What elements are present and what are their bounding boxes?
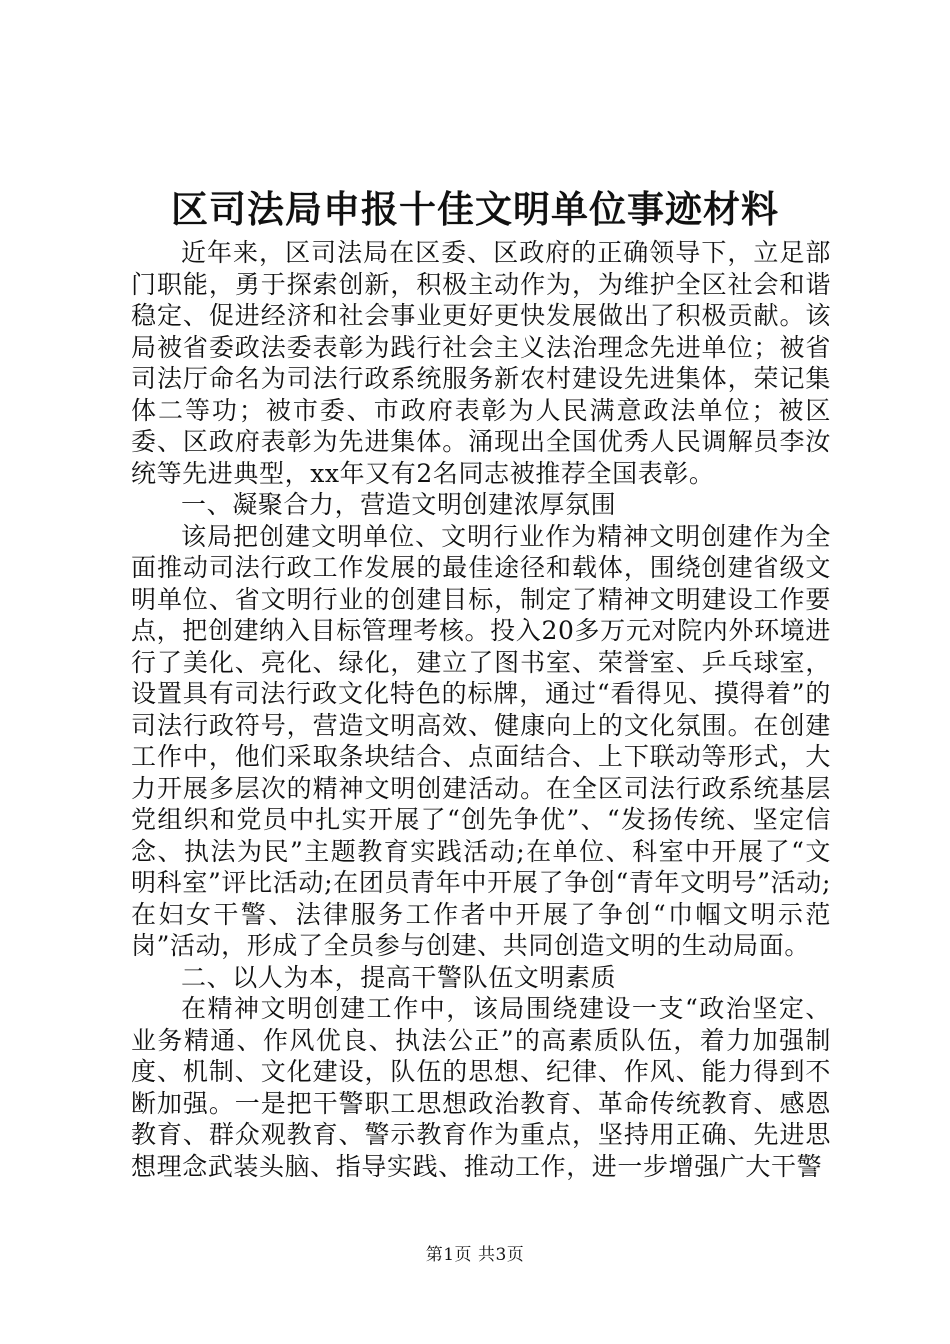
page-number-footer: 第1页 共3页 (425, 1245, 525, 1265)
document-body (131, 237, 831, 1182)
section-1-heading: 一、凝聚合力，营造文明创建浓厚氛围 (181, 490, 617, 519)
section-2-paragraph: 在精神文明创建工作中，该局围绕建设一支“政治坚定、业务精通、作风优良、执法公正”的高素质队伍，着力加强制度、机制、文化建设，队伍的思想、纪律、作风、能力得到不断加强。一是把干警职工思想政治教育、革命传统教育、感恩教育、群众观教育、警示教育作为重点，坚持用正确、先进思想理念武装头脑、指导实践、推动工作，进一步增强广大干警 (131, 994, 831, 1181)
document-title: 区司法局申报十佳文明单位事迹材料 (171, 187, 779, 231)
section-1-paragraph: 该局把创建文明单位、文明行业作为精神文明创建作为全面推动司法行政工作发展的最佳途径和载体，围绕创建省级文明单位、省文明行业的创建目标，制定了精神文明建设工作要点，把创建纳入目标管理考核。投入20多万元对院内外环境进行了美化、亮化、绿化，建立了图书室、荣誉室、乒乓球室，设置具有司法行政文化特色的标牌，通过“看得见、摸得着”的司法行政符号，营造文明高效、健康向上的文化氛围。在创建工作中，他们采取条块结合、点面结合、上下联动等形式，大力开展多层次的精神文明创建活动。在全区司法行政系统基层党组织和党员中扎实开展了“创先争优”、“发扬传统、坚定信念、执法为民”主题教育实践活动;在单位、科室中开展了“文明科室”评比活动;在团员青年中开展了争创“青年文明号”活动;在妇女干警、法律服务工作者中开展了争创“巾帼文明示范岗”活动，形成了全员参与创建、共同创造文明的生动局面。 (131, 521, 831, 960)
section-2-heading: 二、以人为本，提高干警队伍文明素质 (181, 962, 617, 992)
intro-paragraph: 近年来，区司法局在区委、区政府的正确领导下，立足部门职能，勇于探索创新，积极主动作为，为维护全区社会和谐稳定、促进经济和社会事业更好更快发展做出了积极贡献。该局被省委政法委表彰为践行社会主义法治理念先进单位；被省司法厅命名为司法行政系统服务新农村建设先进集体，荣记集体二等功；被市委、市政府表彰为人民满意政法单位；被区委、区政府表彰为先进集体。涌现出全国优秀人民调解员李汝统等先进典型，xx年又有2名同志被推荐全国表彰。 (131, 238, 831, 488)
